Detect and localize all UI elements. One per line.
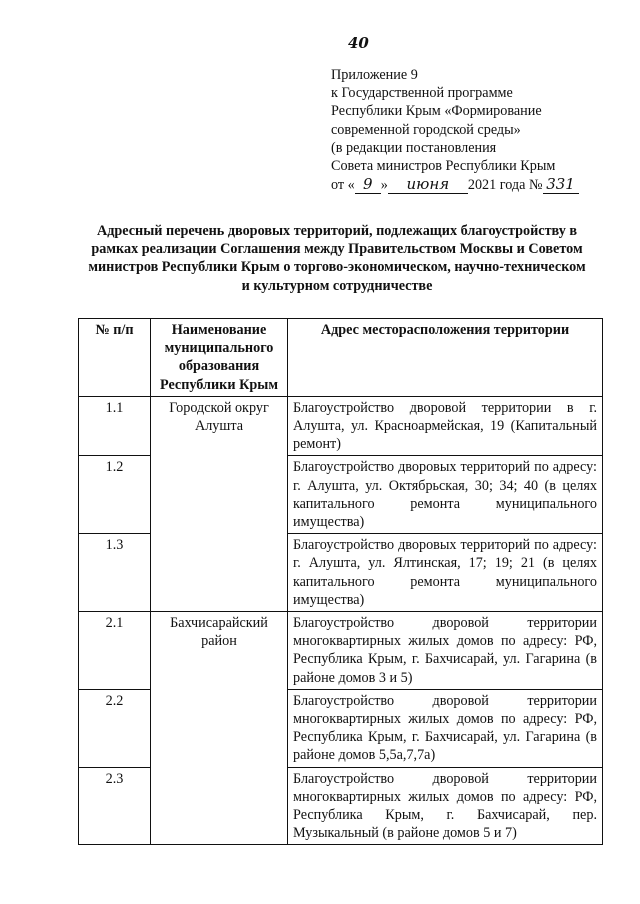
appendix-line: Совета министров Республики Крым — [331, 158, 556, 175]
page-number: 40 — [348, 34, 369, 52]
handwritten-number: 331 — [543, 175, 579, 194]
row-address: Благоустройство дворовой территории многоквартирных жилых домов по адресу: РФ, Республика Крым, г. Бахчисарай, ул. Гагарина (в районе домов 3 и 5) — [288, 612, 603, 690]
table-header-row — [79, 319, 603, 397]
row-num: 1.3 — [79, 534, 151, 612]
row-municipality: Городской округ Алушта — [151, 396, 288, 456]
header-num: № п/п — [79, 319, 151, 397]
table-row — [79, 767, 603, 845]
row-address: Благоустройство дворовой территории многоквартирных жилых домов по адресу: РФ, Республика Крым, г. Бахчисарай, пер. Музыкальный (в районе домов 5 и 7) — [288, 767, 603, 845]
appendix-line: (в редакции постановления — [331, 139, 497, 156]
day-suffix: » — [380, 177, 388, 194]
row-address: Благоустройство дворовой территории в г. Алушта, ул. Красноармейская, 19 (Капитальный ремонт) — [288, 396, 603, 456]
row-municipality — [151, 456, 288, 534]
address-table — [78, 318, 603, 845]
appendix-line: Республики Крым «Формирование — [331, 103, 542, 120]
document-title: Адресный перечень дворовых территорий, подлежащих благоустройству в рамках реализации Соглашения между Правительством Москвы и Советом министров Республики Крым о торгово-экономическом, научно-техническом и культурном сотрудничестве — [88, 223, 586, 294]
appendix-line: к Государственной программе — [331, 85, 513, 102]
row-num: 1.2 — [79, 456, 151, 534]
row-municipality: Бахчисарайский район — [151, 612, 288, 690]
appendix-line: современной городской среды» — [331, 121, 521, 138]
row-municipality — [151, 534, 288, 612]
row-num: 2.1 — [79, 612, 151, 690]
table-row — [79, 396, 603, 456]
table-row — [79, 534, 603, 612]
row-address: Благоустройство дворовых территорий по адресу: г. Алушта, ул. Октябрьская, 30; 34; 40 (в целях капитального ремонта муниципального имущества) — [288, 456, 603, 534]
appendix-header — [331, 66, 579, 194]
handwritten-day: 9 — [355, 175, 381, 194]
header-municipality: Наименование муниципального образования Республики Крым — [151, 319, 288, 397]
decree-date-line — [331, 175, 579, 194]
table-row — [79, 689, 603, 767]
row-address: Благоустройство дворовых территорий по адресу: г. Алушта, ул. Ялтинская, 17; 19; 21 (в целях капитального ремонта муниципального имущества) — [288, 534, 603, 612]
table-row — [79, 612, 603, 690]
row-municipality — [151, 689, 288, 767]
year-text: 2021 года № — [467, 177, 543, 194]
appendix-line: Приложение 9 — [331, 67, 418, 83]
table-row — [79, 456, 603, 534]
row-num: 2.3 — [79, 767, 151, 845]
handwritten-month: июня — [388, 175, 468, 194]
row-num: 2.2 — [79, 689, 151, 767]
row-num: 1.1 — [79, 396, 151, 456]
date-prefix: от « — [331, 177, 355, 194]
header-address: Адрес месторасположения территории — [288, 319, 603, 397]
row-address: Благоустройство дворовой территории многоквартирных жилых домов по адресу: РФ, Республика Крым, г. Бахчисарай, ул. Гагарина (в районе домов 5,5а,7,7а) — [288, 689, 603, 767]
row-municipality — [151, 767, 288, 845]
